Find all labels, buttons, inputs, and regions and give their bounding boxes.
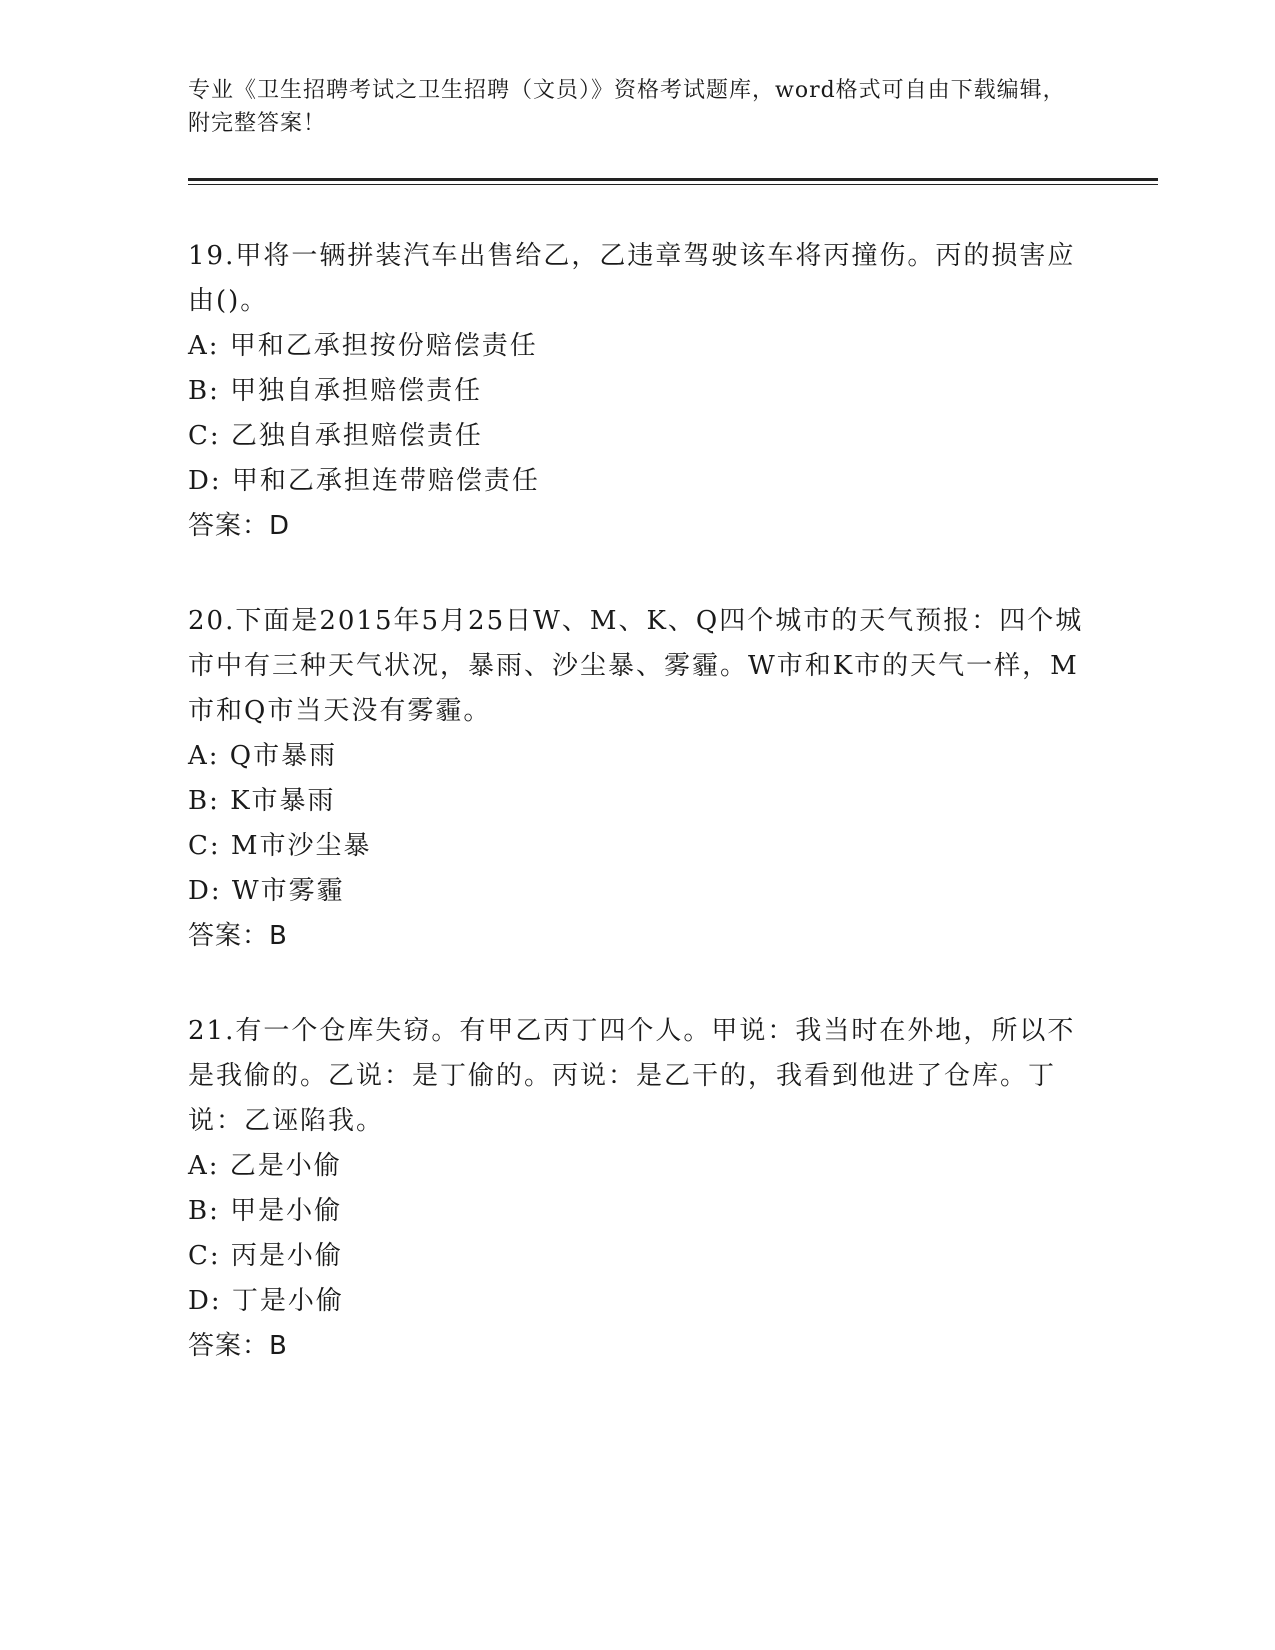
- option-b: B: K市暴雨: [188, 786, 336, 816]
- header-divider-thick: [188, 178, 1158, 181]
- option-b: B: 甲是小偷: [188, 1196, 343, 1226]
- answer-line: 答案：B: [188, 921, 288, 951]
- question-21: [188, 1009, 1088, 1369]
- document-header: 专业《卫生招聘考试之卫生招聘（文员）》资格考试题库，word格式可自由下载编辑，附完整答案！: [188, 78, 1066, 136]
- header-divider-thin: [188, 184, 1158, 185]
- option-b: B: 甲独自承担赔偿责任: [188, 376, 483, 406]
- answer-line: 答案：D: [188, 511, 291, 541]
- answer-line: 答案：B: [188, 1331, 288, 1361]
- option-d: D: 甲和乙承担连带赔偿责任: [188, 466, 540, 496]
- option-a: A: Q市暴雨: [188, 741, 338, 771]
- option-c: C: 丙是小偷: [188, 1241, 343, 1271]
- option-a: A: 甲和乙承担按份赔偿责任: [188, 331, 538, 361]
- question-19: [188, 234, 1088, 549]
- question-stem: 21.有一个仓库失窃。有甲乙丙丁四个人。甲说：我当时在外地，所以不是我偷的。乙说：是丁偷的。丙说：是乙干的，我看到他进了仓库。丁说：乙诬陷我。: [188, 1016, 1076, 1136]
- option-d: D: W市雾霾: [188, 876, 345, 906]
- question-stem: 20.下面是2015年5月25日W、M、K、Q四个城市的天气预报：四个城市中有三种天气状况，暴雨、沙尘暴、雾霾。W市和K市的天气一样，M市和Q市当天没有雾霾。: [188, 606, 1084, 726]
- option-c: C: 乙独自承担赔偿责任: [188, 421, 483, 451]
- option-a: A: 乙是小偷: [188, 1151, 342, 1181]
- option-c: C: M市沙尘暴: [188, 831, 372, 861]
- question-stem: 19.甲将一辆拼装汽车出售给乙，乙违章驾驶该车将丙撞伤。丙的损害应由()。: [188, 241, 1076, 316]
- option-d: D: 丁是小偷: [188, 1286, 344, 1316]
- question-20: [188, 599, 1088, 959]
